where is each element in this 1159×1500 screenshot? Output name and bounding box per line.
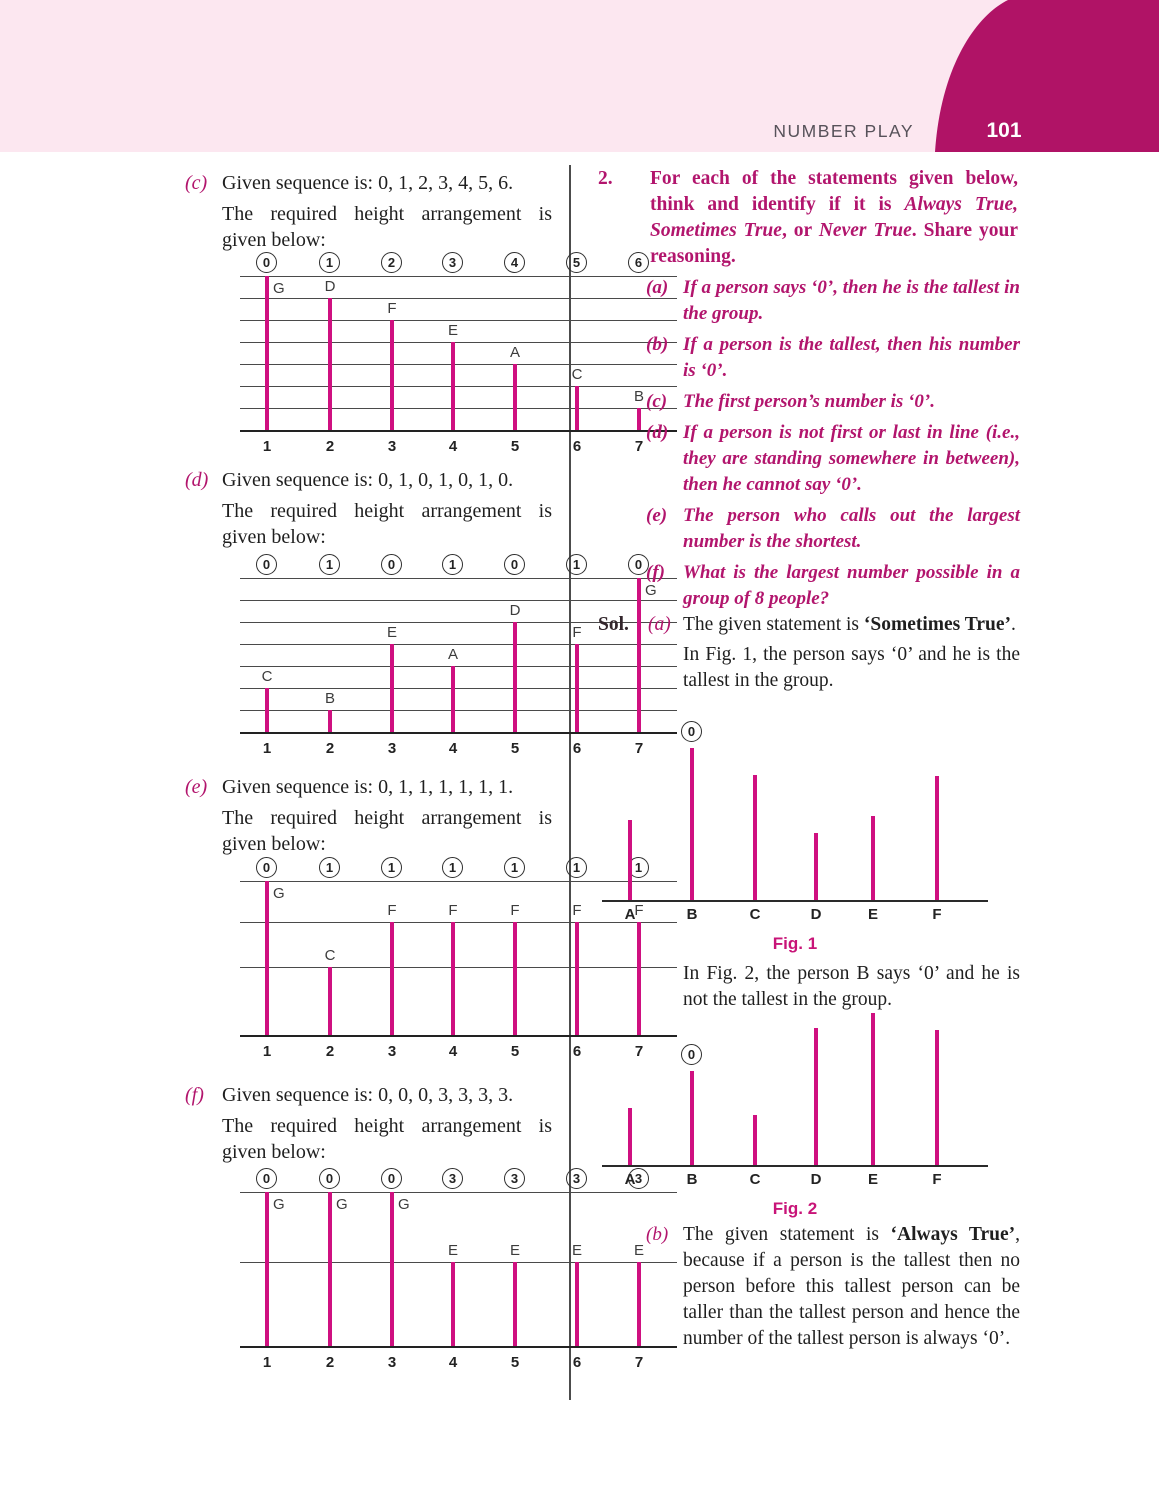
chapter-title: NUMBER PLAY xyxy=(773,121,914,141)
height-bar xyxy=(753,775,757,900)
bar-label: F xyxy=(387,902,397,919)
text-segment: The given statement is xyxy=(683,614,864,635)
page-header xyxy=(0,0,1159,152)
statement-item xyxy=(646,560,1020,612)
solution-part-f xyxy=(120,1082,560,1165)
part-note: given below: xyxy=(222,833,326,855)
text-segment: For each of the statements given below, think and identify if it is xyxy=(650,168,1018,215)
circled-number: 1 xyxy=(442,554,463,575)
statement-marker: (c) xyxy=(646,391,668,412)
axis-label: 3 xyxy=(387,740,397,757)
height-bar xyxy=(390,644,394,732)
axis-label: 3 xyxy=(387,1354,397,1371)
bar-label: A xyxy=(447,646,458,663)
part-note: The required height arrangement is xyxy=(222,203,552,225)
bar-label: E xyxy=(633,1242,644,1259)
circled-number: 1 xyxy=(319,252,340,273)
height-bar xyxy=(265,881,269,1035)
height-bar xyxy=(328,710,332,732)
circled-number: 1 xyxy=(566,554,587,575)
axis-label: 4 xyxy=(448,1354,458,1371)
statement-marker: (a) xyxy=(646,277,669,298)
text-segment: ‘Always True’ xyxy=(890,1224,1016,1245)
text-segment: , or xyxy=(781,220,819,241)
sequence-text: Given sequence is: 0, 1, 0, 1, 0, 1, 0. xyxy=(222,469,514,491)
bar-label: B xyxy=(324,690,335,707)
circled-number: 0 xyxy=(256,252,277,273)
text-segment: The given statement is xyxy=(683,1224,891,1245)
axis-label: 2 xyxy=(325,1043,335,1060)
circled-number: 1 xyxy=(381,857,402,878)
circled-number: 0 xyxy=(504,554,525,575)
circled-number: 3 xyxy=(442,1168,463,1189)
circled-number: 0 xyxy=(256,1168,277,1189)
solution-a-block xyxy=(598,612,1020,694)
circled-number: 1 xyxy=(319,554,340,575)
solution-b-block xyxy=(598,1222,1020,1352)
height-bar xyxy=(575,1262,579,1346)
person-label: F xyxy=(932,1171,942,1188)
circled-number: 4 xyxy=(504,252,525,273)
part-marker: (d) xyxy=(185,469,209,491)
height-bar xyxy=(451,666,455,732)
person-label: A xyxy=(624,906,636,923)
part-head xyxy=(185,467,560,493)
bar-label: E xyxy=(571,1242,582,1259)
circled-number: 1 xyxy=(504,857,525,878)
statement-list xyxy=(598,275,1020,612)
axis-label: 2 xyxy=(325,740,335,757)
bar-label: E xyxy=(447,1242,458,1259)
height-bar xyxy=(871,816,875,900)
part-note: given below: xyxy=(222,526,326,548)
bar-label: A xyxy=(509,344,520,361)
circled-number: 0 xyxy=(319,1168,340,1189)
axis-label: 1 xyxy=(262,438,272,455)
axis-label: 1 xyxy=(262,1043,272,1060)
part-note: The required height arrangement is xyxy=(222,500,552,522)
bar-label: D xyxy=(324,278,336,295)
circled-number: 0 xyxy=(256,857,277,878)
bar-label: G xyxy=(273,1196,285,1213)
axis-label: 6 xyxy=(572,740,582,757)
person-label: C xyxy=(749,906,761,923)
height-bar xyxy=(513,1262,517,1346)
bar-label: E xyxy=(509,1242,520,1259)
grid-line xyxy=(240,967,677,968)
question-number: 2. xyxy=(598,168,613,189)
height-bar xyxy=(265,688,269,732)
solution-part-marker: (b) xyxy=(646,1224,669,1245)
height-bar xyxy=(690,748,694,900)
text-segment: Sometimes True xyxy=(650,220,782,241)
sequence-text: Given sequence is: 0, 1, 2, 3, 4, 5, 6. xyxy=(222,172,514,194)
axis-label: 5 xyxy=(510,438,520,455)
circled-number: 0 xyxy=(628,554,649,575)
circled-number: 1 xyxy=(319,857,340,878)
height-bar xyxy=(328,967,332,1035)
text-segment: . Share your reasoning. xyxy=(650,220,1018,267)
circled-number: 0 xyxy=(381,554,402,575)
height-bar xyxy=(513,622,517,732)
solution-part-d xyxy=(120,467,560,550)
height-bar xyxy=(575,922,579,1035)
fig2-note: In Fig. 2, the person B says ‘0’ and he is not the tallest in the group. xyxy=(683,963,1020,1010)
bar-label: F xyxy=(387,300,397,317)
height-bar xyxy=(390,320,394,430)
circled-number: 5 xyxy=(566,252,587,273)
height-bar xyxy=(513,922,517,1035)
statement-item xyxy=(646,503,1020,555)
axis-label: 7 xyxy=(634,740,644,757)
axis-label: 7 xyxy=(634,1043,644,1060)
axis-label: 6 xyxy=(572,1354,582,1371)
grid-line xyxy=(240,710,677,711)
height-bar xyxy=(390,922,394,1035)
person-label: F xyxy=(932,906,942,923)
text-segment: . xyxy=(1011,614,1016,635)
height-bar xyxy=(628,1108,632,1165)
height-bar xyxy=(451,922,455,1035)
person-label: D xyxy=(810,906,822,923)
height-bar xyxy=(328,298,332,430)
text-segment: Always True, xyxy=(904,194,1018,215)
circled-number: 1 xyxy=(442,857,463,878)
page-number: 101 xyxy=(986,119,1022,142)
question-text xyxy=(650,166,1018,270)
statement-text: The person who calls out the largest number is the shortest. xyxy=(683,505,1020,552)
figure-caption: Fig. 2 xyxy=(772,1199,818,1218)
axis-label: 2 xyxy=(325,438,335,455)
statement-marker: (e) xyxy=(646,505,668,526)
figure-caption: Fig. 1 xyxy=(772,934,818,953)
height-bar xyxy=(513,364,517,430)
part-note: The required height arrangement is xyxy=(222,1115,552,1137)
part-head xyxy=(185,774,560,800)
height-bar xyxy=(265,276,269,430)
statement-text: If a person is the tallest, then his number is ‘0’. xyxy=(683,334,1020,381)
height-bar xyxy=(871,1013,875,1165)
solution-row xyxy=(598,612,1020,638)
statement-marker: (f) xyxy=(646,562,665,583)
statement-marker: (b) xyxy=(646,334,669,355)
axis-label: 5 xyxy=(510,740,520,757)
statement-text: What is the largest number possible in a group of 8 people? xyxy=(683,562,1020,609)
solution-part-c xyxy=(120,170,560,253)
text-segment: ‘Sometimes True’ xyxy=(863,614,1011,635)
axis-label: 5 xyxy=(510,1043,520,1060)
circled-number: 3 xyxy=(566,1168,587,1189)
circled-number: 6 xyxy=(628,252,649,273)
question-2-block xyxy=(598,166,1020,612)
figure-1 xyxy=(600,722,990,962)
axis-label: 4 xyxy=(448,438,458,455)
figure-baseline xyxy=(602,1165,988,1167)
axis-label: 2 xyxy=(325,1354,335,1371)
part-head xyxy=(185,170,560,196)
height-bar xyxy=(935,1030,939,1165)
bar-label: G xyxy=(398,1196,410,1213)
solution-b-text xyxy=(683,1222,1020,1352)
height-bar xyxy=(575,644,579,732)
height-bar xyxy=(265,1192,269,1346)
bar-label: F xyxy=(510,902,520,919)
part-marker: (c) xyxy=(185,172,208,194)
axis-label: 4 xyxy=(448,740,458,757)
height-bar xyxy=(814,833,818,900)
text-segment: Never True xyxy=(818,220,912,241)
bar-label: C xyxy=(571,366,583,383)
part-note: The required height arrangement is xyxy=(222,807,552,829)
person-label: B xyxy=(686,906,698,923)
circled-number: 1 xyxy=(628,857,649,878)
height-bar xyxy=(753,1115,757,1165)
bar-label: F xyxy=(572,902,582,919)
circled-number: 0 xyxy=(381,1168,402,1189)
figure-baseline xyxy=(602,900,988,902)
sequence-text: Given sequence is: 0, 0, 0, 3, 3, 3, 3. xyxy=(222,1084,514,1106)
bar-label: G xyxy=(336,1196,348,1213)
bar-label: G xyxy=(645,582,657,599)
solution-part-e xyxy=(120,774,560,857)
bar-label: B xyxy=(633,388,644,405)
statement-item xyxy=(646,332,1020,384)
bar-label: C xyxy=(261,668,273,685)
axis-label: 6 xyxy=(572,438,582,455)
part-marker: (f) xyxy=(185,1084,204,1106)
bar-label: F xyxy=(448,902,458,919)
solution-a-text xyxy=(683,612,1020,638)
bar-label: G xyxy=(273,280,285,297)
circled-number: 3 xyxy=(628,1168,649,1189)
axis-label: 3 xyxy=(387,438,397,455)
height-bar xyxy=(814,1028,818,1165)
height-bar xyxy=(575,386,579,430)
circled-number: 3 xyxy=(504,1168,525,1189)
person-label: D xyxy=(810,1171,822,1188)
statement-text: The first person’s number is ‘0’. xyxy=(683,391,935,412)
axis-label: 5 xyxy=(510,1354,520,1371)
fig1-note: In Fig. 1, the person says ‘0’ and he is the tallest in the group. xyxy=(683,644,1020,691)
bar-label: E xyxy=(447,322,458,339)
person-label: A xyxy=(624,1171,636,1188)
height-bar xyxy=(451,1262,455,1346)
solution-part-marker: (a) xyxy=(648,614,671,635)
circled-number: 1 xyxy=(566,857,587,878)
statement-marker: (d) xyxy=(646,422,669,443)
person-label: E xyxy=(867,1171,878,1188)
axis-label: 1 xyxy=(262,1354,272,1371)
statement-item xyxy=(646,420,1020,498)
height-bar xyxy=(628,820,632,900)
statement-item xyxy=(646,389,1020,415)
bar-label: G xyxy=(273,885,285,902)
bar-label: D xyxy=(509,602,521,619)
question-head xyxy=(598,166,1020,270)
bar-label: C xyxy=(324,947,336,964)
part-marker: (e) xyxy=(185,776,208,798)
figure-2 xyxy=(600,1013,990,1227)
axis-label: 7 xyxy=(634,438,644,455)
height-bar xyxy=(935,776,939,900)
part-head xyxy=(185,1082,560,1108)
axis-label: 1 xyxy=(262,740,272,757)
bar-label: F xyxy=(572,624,582,641)
height-bar xyxy=(390,1192,394,1346)
part-note: given below: xyxy=(222,229,326,251)
statement-item xyxy=(646,275,1020,327)
person-label: B xyxy=(686,1171,698,1188)
part-note: given below: xyxy=(222,1141,326,1163)
person-label: E xyxy=(867,906,878,923)
axis-label: 3 xyxy=(387,1043,397,1060)
axis-label: 7 xyxy=(634,1354,644,1371)
height-bar xyxy=(451,342,455,430)
person-label: C xyxy=(749,1171,761,1188)
callout-circle: 0 xyxy=(681,1044,702,1065)
height-bar xyxy=(328,1192,332,1346)
circled-number: 3 xyxy=(442,252,463,273)
circled-number: 2 xyxy=(381,252,402,273)
axis-label: 4 xyxy=(448,1043,458,1060)
height-bar xyxy=(690,1071,694,1165)
statement-text: If a person is not first or last in line (i.e., they are standing somewhere in between), then he cannot say ‘0’. xyxy=(683,422,1020,495)
bar-label: F xyxy=(634,902,644,919)
sequence-text: Given sequence is: 0, 1, 1, 1, 1, 1, 1. xyxy=(222,776,514,798)
circled-number: 0 xyxy=(256,554,277,575)
solution-b-row xyxy=(646,1222,1020,1352)
statement-text: If a person says ‘0’, then he is the tallest in the group. xyxy=(683,277,1020,324)
solution-label: Sol. xyxy=(598,614,629,635)
callout-circle: 0 xyxy=(681,721,702,742)
text-segment: , because if a person is the tallest then no person before this tallest person can be taller than the tallest person and hence the number of the tallest person is always ‘0’. xyxy=(683,1224,1020,1349)
bar-label: E xyxy=(386,624,397,641)
axis-label: 6 xyxy=(572,1043,582,1060)
